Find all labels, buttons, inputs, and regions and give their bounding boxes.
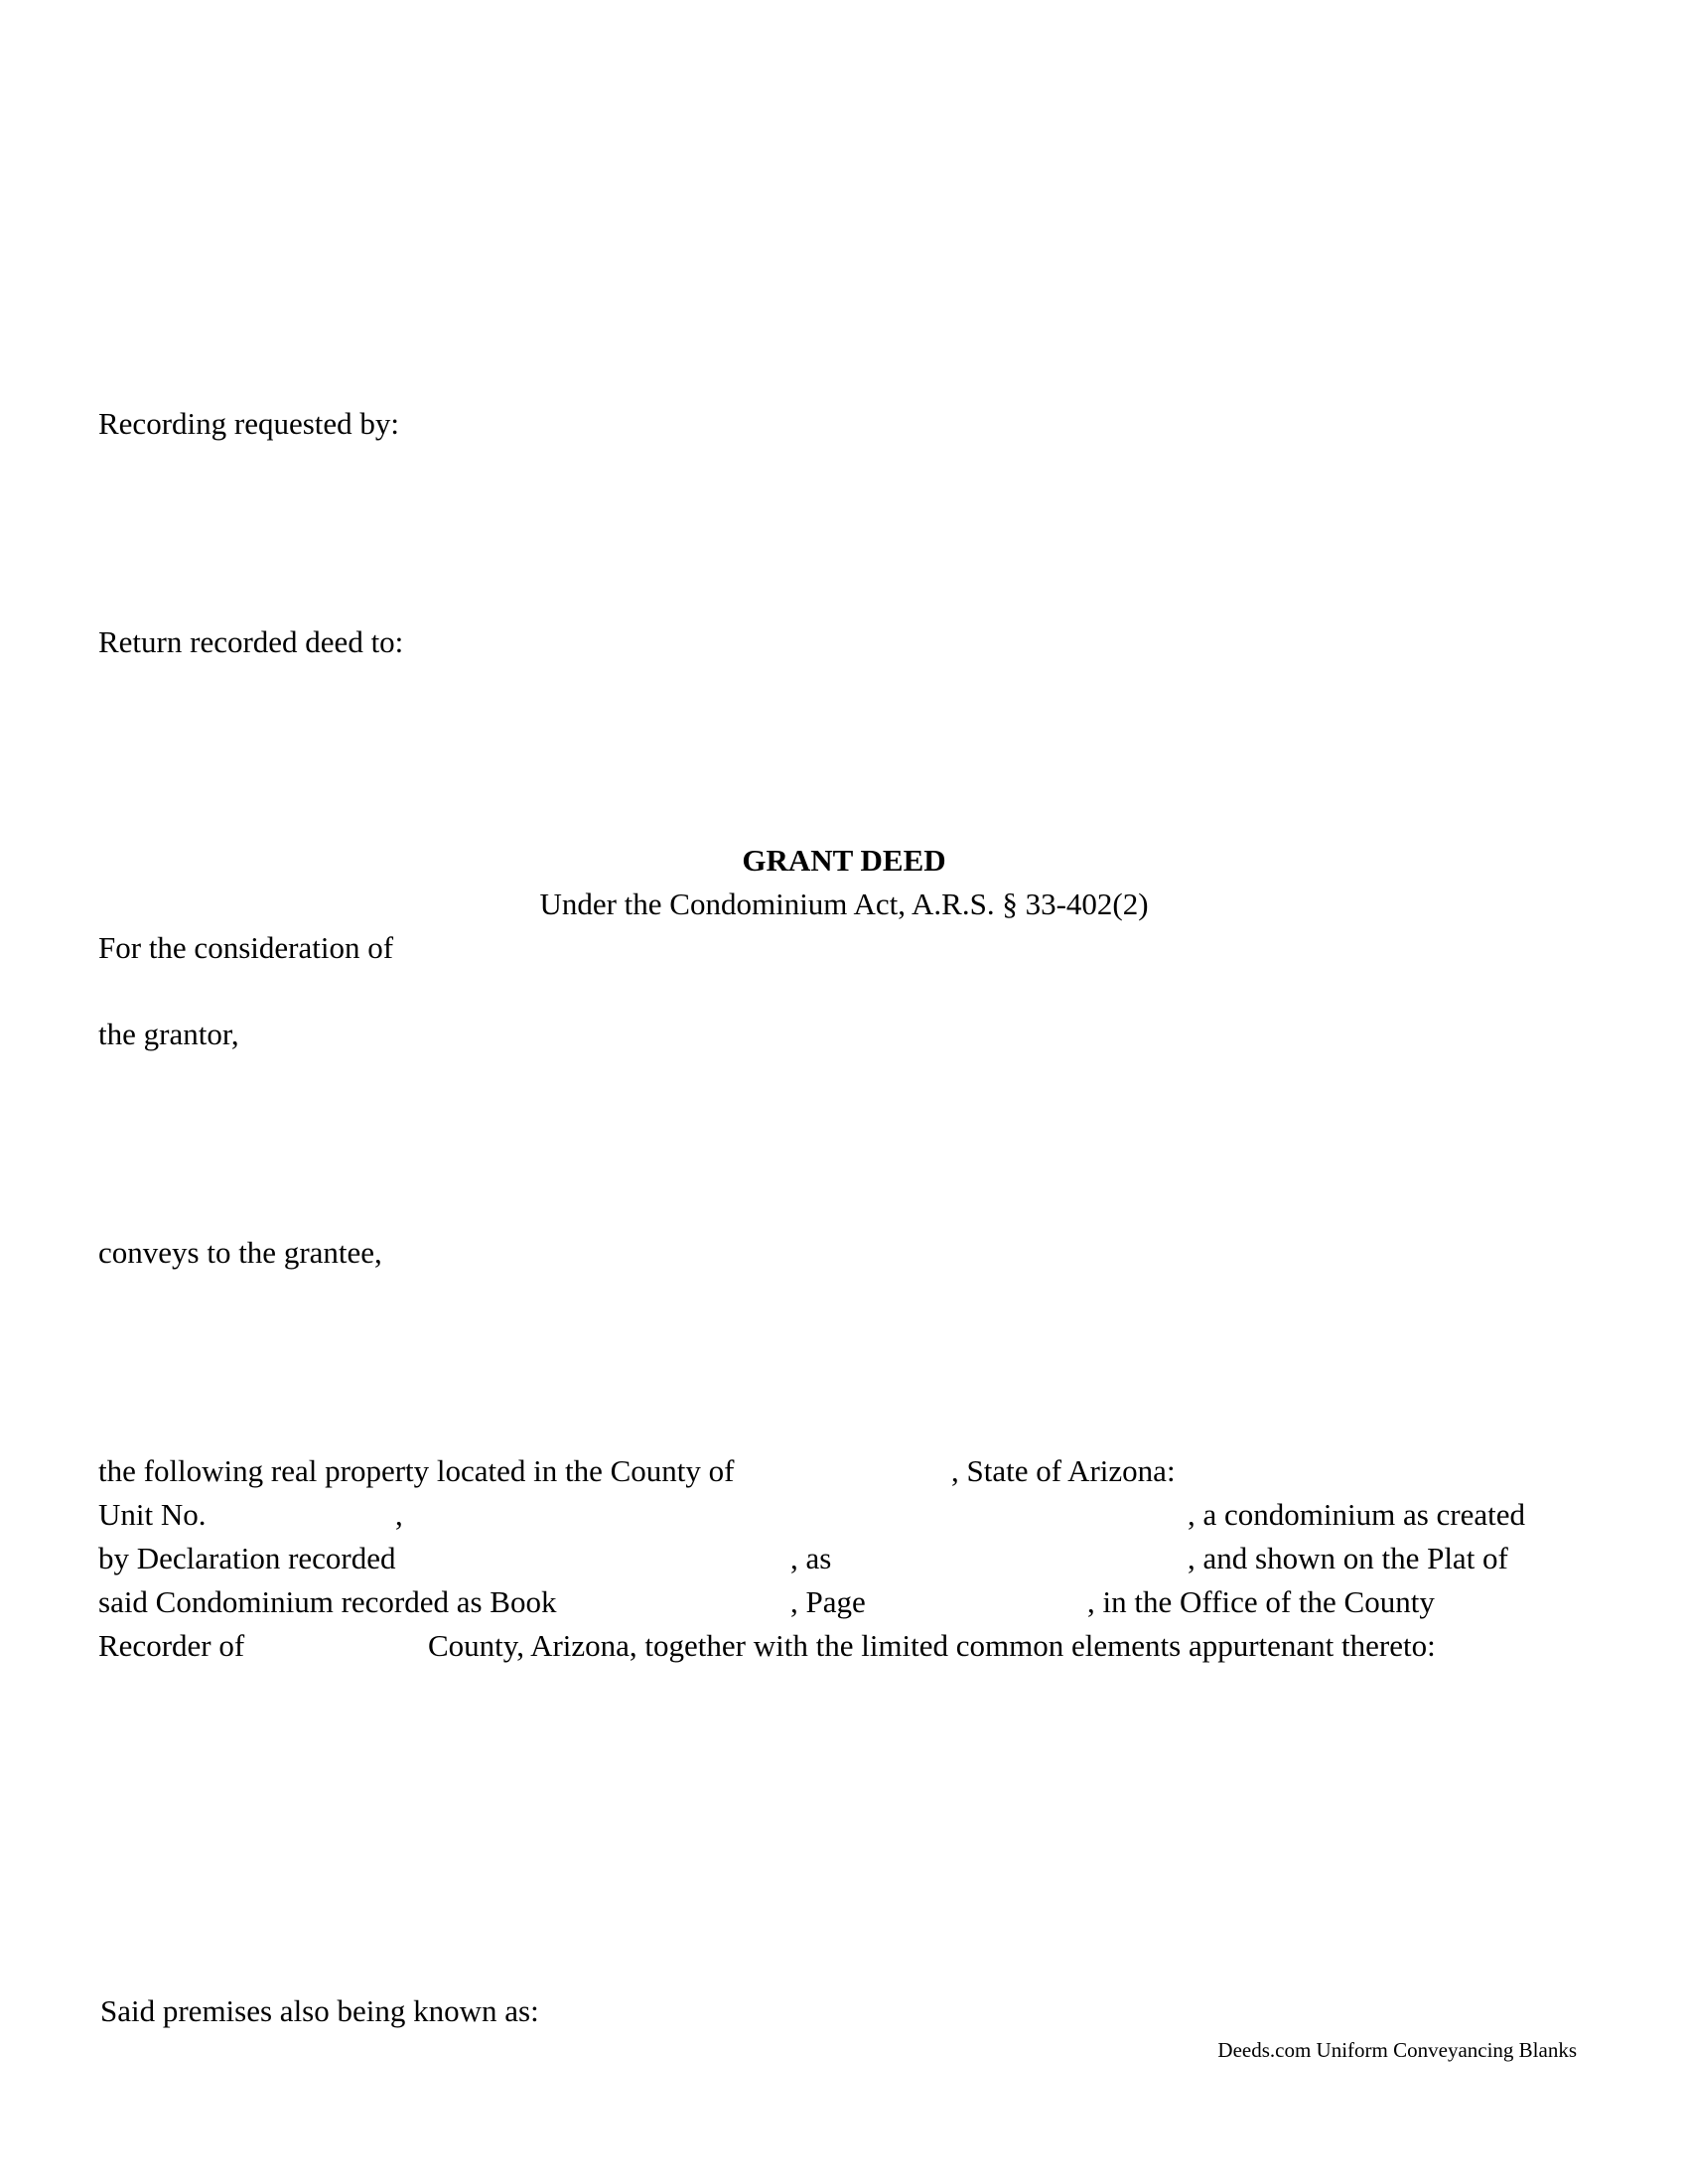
property-line2-a: Unit No.	[98, 1497, 207, 1532]
return-recorded-label: Return recorded deed to:	[98, 624, 404, 659]
property-line3-c: , and shown on the Plat of	[1188, 1541, 1508, 1575]
property-line4-a: said Condominium recorded as Book	[98, 1584, 557, 1619]
property-line5-b: County, Arizona, together with the limited common elements appurtenant thereto:	[428, 1628, 1436, 1663]
document-title: GRANT DEED	[742, 843, 946, 878]
grantor-label: the grantor,	[98, 1017, 239, 1051]
property-line4-b: , Page	[790, 1584, 866, 1619]
property-line3-a: by Declaration recorded	[98, 1541, 396, 1575]
premises-known-as-label: Said premises also being known as:	[100, 1993, 539, 2028]
property-line2-c: , a condominium as created	[1188, 1497, 1526, 1532]
property-line1-b: , State of Arizona:	[951, 1453, 1176, 1488]
property-line1-a: the following real property located in the County of	[98, 1453, 735, 1488]
footer-attribution: Deeds.com Uniform Conveyancing Blanks	[1217, 2038, 1577, 2062]
property-line4-c: , in the Office of the County	[1087, 1584, 1435, 1619]
property-line2-b: ,	[395, 1497, 403, 1532]
property-line3-b: , as	[790, 1541, 832, 1575]
property-line5-a: Recorder of	[98, 1628, 245, 1663]
recording-requested-label: Recording requested by:	[98, 406, 400, 441]
grantee-label: conveys to the grantee,	[98, 1235, 382, 1270]
consideration-label: For the consideration of	[98, 930, 394, 965]
document-subtitle: Under the Condominium Act, A.R.S. § 33-402(2)	[539, 887, 1149, 921]
